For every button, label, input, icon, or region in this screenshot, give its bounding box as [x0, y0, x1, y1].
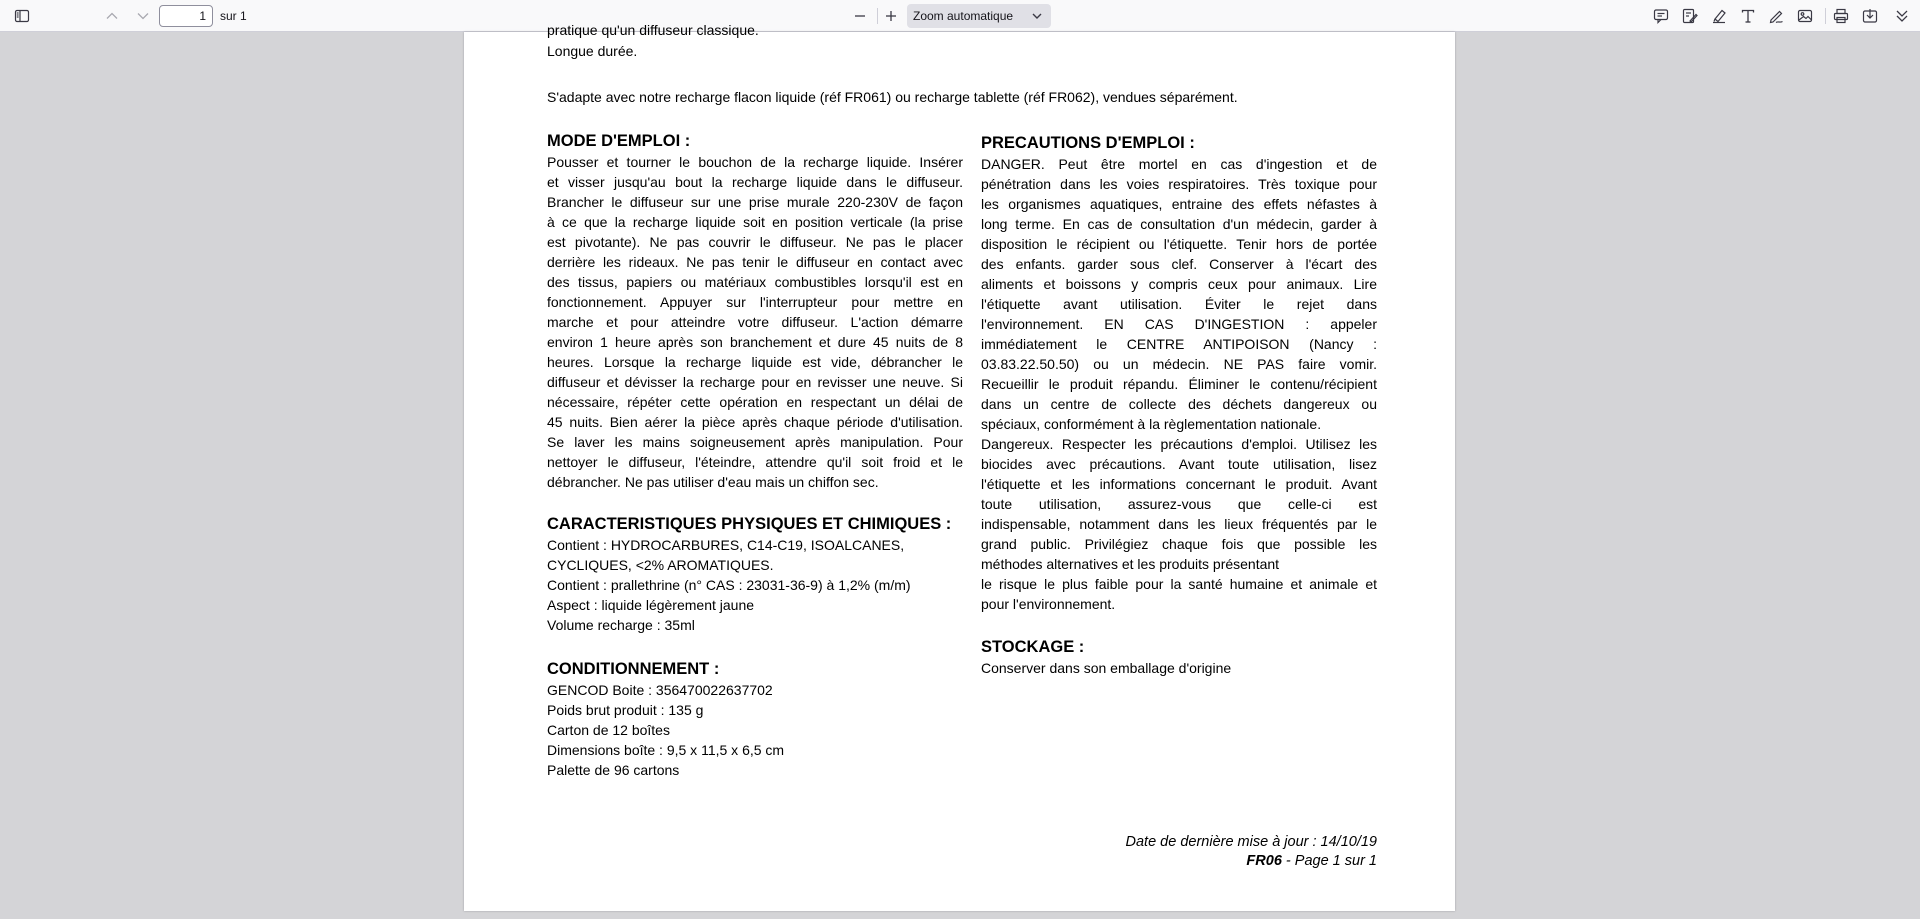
- text-line: fonctionnement. Appuyer sur l'interrupteur pour mettre en: [547, 294, 963, 310]
- signature-icon[interactable]: [1678, 4, 1702, 28]
- text-line: Poids brut produit : 135 g: [547, 702, 704, 718]
- text-line: disposition le récipient ou l'étiquette. Tenir hors de portée: [981, 236, 1377, 252]
- product-reference: FR06: [1246, 853, 1282, 869]
- previous-page-icon[interactable]: [100, 4, 124, 28]
- text-line: Se laver les mains soigneusement après manipulation. Pour: [547, 434, 963, 450]
- text-line: indispensable, notamment dans les lieux fréquentés par le: [981, 516, 1377, 532]
- text-line: à ce que la recharge liquide soit en position verticale (la prise: [547, 214, 963, 230]
- page-total-label: sur 1: [220, 9, 247, 23]
- stockage-heading: STOCKAGE :: [981, 638, 1085, 656]
- more-tools-icon[interactable]: [1890, 4, 1914, 28]
- zoom-out-icon[interactable]: [848, 4, 872, 28]
- text-line: l'environnement. EN CAS D'INGESTION : appeler: [981, 316, 1377, 332]
- text-line: est pivotante). Ne pas couvrir le diffuseur. Ne pas le placer: [547, 234, 963, 250]
- mode-emploi-text: [547, 152, 963, 492]
- text-line: CYCLIQUES, <2% AROMATIQUES.: [547, 557, 774, 573]
- text-line: heures. Lorsque la recharge liquide est vide, débrancher le: [547, 354, 963, 370]
- text-line: 45 nuits. Bien aérer la pièce après chaque période d'utilisation.: [547, 414, 963, 430]
- caracteristiques-text: [547, 535, 911, 635]
- mode-emploi-heading: MODE D'EMPLOI :: [547, 132, 691, 150]
- text-line: l'étiquette avant utilisation. Éviter le rejet dans: [981, 296, 1377, 312]
- text-line: pénétration dans les voies respiratoires. Très toxique pour: [981, 176, 1377, 192]
- zoom-select[interactable]: [907, 4, 1051, 28]
- page-count: - Page 1 sur 1: [1281, 853, 1377, 869]
- text-icon[interactable]: [1736, 4, 1760, 28]
- print-icon[interactable]: [1829, 4, 1853, 28]
- text-line: dans un centre de collecte des déchets dangereux ou: [981, 396, 1377, 412]
- toolbar-divider: [877, 8, 878, 24]
- text-line: GENCOD Boite : 356470022637702: [547, 682, 773, 698]
- text-line: des tissus, papiers ou matériaux combustibles lorsqu'il est en: [547, 274, 963, 290]
- text-line: Contient : prallethrine (n° CAS : 23031-36-9) à 1,2% (m/m): [547, 577, 911, 593]
- text-line: et visser jusqu'au bout la recharge liquide dans le diffuseur.: [547, 174, 963, 190]
- text-line: pour l'environnement.: [981, 596, 1116, 612]
- intro-line: S'adapte avec notre recharge flacon liquide (réf FR061) ou recharge tablette (réf FR062), vendues séparément.: [547, 89, 1238, 105]
- text-line: débrancher. Ne pas utiliser d'eau mais un chiffon sec.: [547, 474, 879, 490]
- text-line: Dangereux. Respecter les précautions d'emploi. Utilisez les: [981, 436, 1377, 452]
- text-line: Carton de 12 boîtes: [547, 722, 670, 738]
- precautions-text: [981, 154, 1377, 614]
- text-line: toute utilisation, assurez-vous que celle-ci est: [981, 496, 1377, 512]
- text-line: aliments et boissons y compris ceux pour animaux. Lire: [981, 276, 1377, 292]
- toolbar-divider: [1825, 8, 1826, 24]
- text-line: Contient : HYDROCARBURES, C14-C19, ISOALCANES,: [547, 537, 905, 553]
- text-line: Recueillir le produit répandu. Éliminer le contenu/récipient: [981, 376, 1377, 392]
- text-line: derrière les rideaux. Ne pas tenir le diffuseur en contact avec: [547, 254, 963, 270]
- text-line: Aspect : liquide légèrement jaune: [547, 597, 755, 613]
- text-line: méthodes alternatives et les produits présentant: [981, 556, 1280, 572]
- stockage-text: Conserver dans son emballage d'origine: [981, 660, 1232, 676]
- text-line: des enfants. garder sous clef. Conserver à l'écart des: [981, 256, 1377, 272]
- text-line: Dimensions boîte : 9,5 x 11,5 x 6,5 cm: [547, 742, 785, 758]
- text-line: Palette de 96 cartons: [547, 762, 680, 778]
- image-icon[interactable]: [1793, 4, 1817, 28]
- highlight-icon[interactable]: [1707, 4, 1731, 28]
- text-line: biocides avec précautions. Avant toute utilisation, lisez: [981, 456, 1377, 472]
- zoom-select-label: Zoom automatique: [913, 9, 1014, 23]
- draw-icon[interactable]: [1764, 4, 1788, 28]
- text-line: nettoyer le diffuseur, l'éteindre, attendre qu'il soit froid et le: [547, 454, 963, 470]
- text-line: Volume recharge : 35ml: [547, 617, 695, 633]
- page-number-input[interactable]: [159, 5, 213, 27]
- text-line: spéciaux, conformément à la règlementation nationale.: [981, 416, 1322, 432]
- text-line: 03.83.22.50.50) ou un médecin. NE PAS faire vomir.: [981, 356, 1377, 372]
- text-line: nécessaire, répéter cette opération en respectant un délai de: [547, 394, 963, 410]
- text-line: immédiatement le CENTRE ANTIPOISON (Nancy :: [981, 336, 1377, 352]
- next-page-icon[interactable]: [131, 4, 155, 28]
- pdf-page: [464, 22, 1455, 911]
- pdf-viewer-toolbar: [0, 0, 1920, 32]
- chevron-down-icon: [1031, 10, 1043, 22]
- text-line: grand public. Privilégiez chaque fois que possible les: [981, 536, 1377, 552]
- sidebar-toggle-icon[interactable]: [10, 4, 34, 28]
- text-line: long terme. En cas de consultation d'un médecin, garder à: [981, 216, 1377, 232]
- text-line: DANGER. Peut être mortel en cas d'ingestion et de: [981, 156, 1377, 172]
- text-line: marche et pour atteindre votre diffuseur. L'action démarre: [547, 314, 963, 330]
- text-line: Pousser et tourner le bouchon de la recharge liquide. Insérer: [547, 154, 963, 170]
- page-reference: [1246, 851, 1377, 871]
- text-line: Brancher le diffuseur sur une prise murale 220-230V de façon: [547, 194, 963, 210]
- intro-line: Longue durée.: [547, 43, 638, 59]
- last-update-date: Date de dernière mise à jour : 14/10/19: [1125, 834, 1377, 850]
- conditionnement-heading: CONDITIONNEMENT :: [547, 660, 720, 678]
- conditionnement-text: [547, 680, 784, 780]
- precautions-heading: PRECAUTIONS D'EMPLOI :: [981, 134, 1195, 152]
- text-line: environ 1 heure après son branchement et dure 45 nuits de 8: [547, 334, 963, 350]
- zoom-in-icon[interactable]: [879, 4, 903, 28]
- text-line: le risque le plus faible pour la santé humaine et animale et: [981, 576, 1377, 592]
- text-line: diffuseur et dévisser la recharge pour en revisser une neuve. Si: [547, 374, 963, 390]
- text-line: les organismes aquatiques, entraine des effets néfastes à: [981, 196, 1377, 212]
- comment-icon[interactable]: [1649, 4, 1673, 28]
- save-icon[interactable]: [1858, 4, 1882, 28]
- partial-line: pratique qu'un diffuseur classique.: [547, 22, 759, 38]
- text-line: l'étiquette et les informations concernant le produit. Avant: [981, 476, 1377, 492]
- caracteristiques-heading: CARACTERISTIQUES PHYSIQUES ET CHIMIQUES :: [547, 515, 952, 533]
